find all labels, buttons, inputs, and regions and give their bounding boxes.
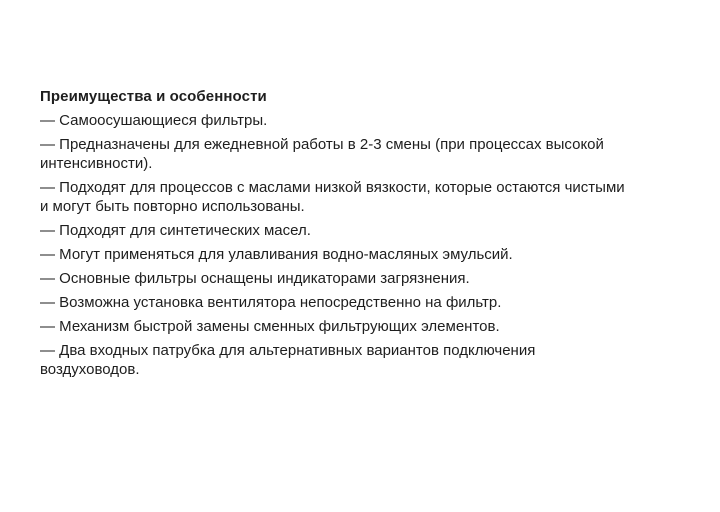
feature-line: воздуховодов. xyxy=(40,361,140,378)
feature-line: — Механизм быстрой замены сменных фильтрующих элементов. xyxy=(40,318,500,335)
feature-line: интенсивности). xyxy=(40,155,153,172)
feature-line: — Два входных патрубка для альтернативных вариантов подключения xyxy=(40,342,536,359)
feature-item-fan-mounting xyxy=(40,293,706,312)
feature-line: — Могут применяться для улавливания водно-масляных эмульсий. xyxy=(40,246,513,263)
feature-item-quick-replacement xyxy=(40,317,706,336)
feature-item-low-viscosity-oils xyxy=(40,178,706,216)
features-section xyxy=(40,87,706,379)
feature-line: — Самоосушающиеся фильтры. xyxy=(40,112,268,129)
feature-line: и могут быть повторно использованы. xyxy=(40,198,305,215)
feature-item-oil-water-emulsions xyxy=(40,245,706,264)
feature-item-daily-shifts xyxy=(40,135,706,173)
feature-item-two-inlets xyxy=(40,341,706,379)
feature-item-synthetic-oils xyxy=(40,221,706,240)
feature-line: — Предназначены для ежедневной работы в 2-3 смены (при процессах высокой xyxy=(40,136,604,153)
features-heading: Преимущества и особенности xyxy=(40,88,267,105)
feature-line: — Основные фильтры оснащены индикаторами загрязнения. xyxy=(40,270,470,287)
feature-item-contamination-indicators xyxy=(40,269,706,288)
feature-line: — Подходят для процессов с маслами низкой вязкости, которые остаются чистыми xyxy=(40,179,625,196)
feature-line: — Подходят для синтетических масел. xyxy=(40,222,311,239)
feature-item-self-drying xyxy=(40,111,706,130)
feature-line: — Возможна установка вентилятора непосредственно на фильтр. xyxy=(40,294,502,311)
